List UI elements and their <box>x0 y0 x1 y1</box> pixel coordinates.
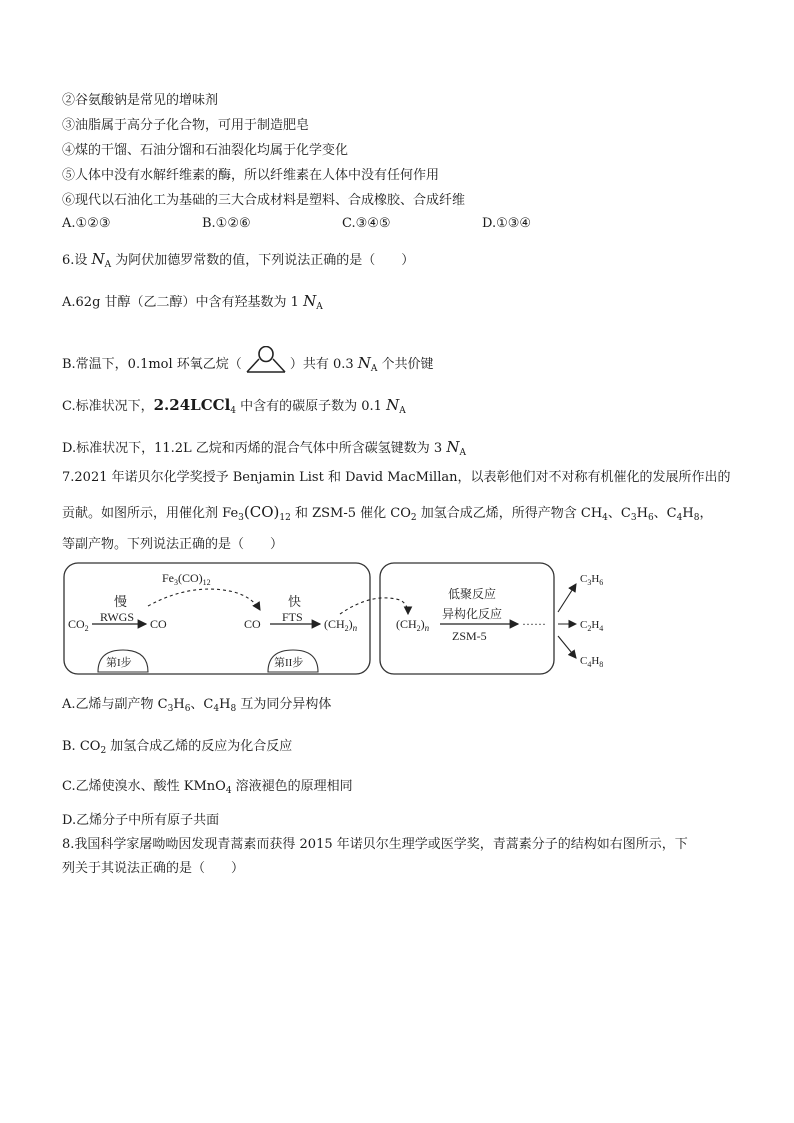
fast-label: 快 <box>288 594 302 609</box>
q5-option-d[interactable]: D.①③④ <box>482 216 532 231</box>
epoxide-structure <box>242 346 290 376</box>
isomerization-label: 异构化反应 <box>442 607 503 621</box>
fts-label: FTS <box>282 610 303 624</box>
q7-stem-line3: 等副产物。下列说法正确的是（ ） <box>62 537 284 552</box>
dots-label: ······ <box>522 617 546 631</box>
rwgs-label: RWGS <box>100 610 135 624</box>
q7-option-a[interactable]: A.乙烯与副产物 $C_3H_6$、$C_4H_8$ 互为同分异构体 <box>62 697 332 714</box>
ch2n-label-2: $(CH_2)_n$ <box>396 617 430 633</box>
q7-option-b[interactable]: B. $CO_2$ 加氢合成乙烯的反应为化合反应 <box>62 739 293 756</box>
q6-option-a[interactable]: A.62g 甘醇（乙二醇）中含有羟基数为 1 $N_A$ <box>62 292 323 312</box>
slow-label: 慢 <box>114 594 128 609</box>
q6-stem: 6.设 $N_A$ 为阿伏加德罗常数的值，下列说法正确的是（ ） <box>62 250 415 270</box>
q5-option-c[interactable]: C.③④⑤ <box>342 216 391 231</box>
statement-3: ③油脂属于高分子化合物，可用于制造肥皂 <box>62 118 310 133</box>
product-c2h4: $C_2H_4$ <box>580 619 604 633</box>
q5-options <box>62 216 582 234</box>
arrow-product-1 <box>558 584 576 612</box>
dashed-arrow-1 <box>148 589 260 610</box>
co-label-2: CO <box>244 617 261 631</box>
q5-option-b[interactable]: B.①②⑥ <box>202 216 251 231</box>
product-c3h6: $C_3H_6$ <box>580 573 604 587</box>
q6-option-c[interactable]: C.标准状况下，2.24LCCl$_4$ 中含有的碳原子数为 0.1 $N_A$ <box>62 396 406 416</box>
dashed-arrow-2 <box>340 598 408 614</box>
q5-option-a[interactable]: A.①②③ <box>62 216 111 231</box>
statement-2: ②谷氨酸钠是常见的增味剂 <box>62 93 219 108</box>
catalyst-label: $Fe_3(CO)_{12}$ <box>162 571 211 587</box>
statement-4: ④煤的干馏、石油分馏和石油裂化均属于化学变化 <box>62 143 349 158</box>
q6-option-b[interactable]: B.常温下，0.1mol 环氧乙烷（ ）共有 0.3 $N_A$ 个共价键 <box>62 346 434 378</box>
q6-option-d[interactable]: D.标准状况下，11.2L 乙烷和丙烯的混合气体中所含碳氢键数为 3 $N_A$ <box>62 438 466 458</box>
q8-stem-line2: 列关于其说法正确的是（ ） <box>62 861 245 876</box>
step2-label: 第II步 <box>274 657 304 669</box>
arrow-product-3 <box>558 636 576 658</box>
q7-option-d[interactable]: D.乙烯分子中所有原子共面 <box>62 813 220 828</box>
statement-6: ⑥现代以石油化工为基础的三大合成材料是塑料、合成橡胶、合成纤维 <box>62 193 466 208</box>
product-c4h8: $C_4H_8$ <box>580 655 604 669</box>
q7-stem-line1: 7.2021 年诺贝尔化学奖授予 Benjamin List 和 David MacMillan，以表彰他们对不对称有机催化的发展所作出的 <box>62 470 731 485</box>
co-label-1: CO <box>150 617 167 631</box>
q8-stem-line1: 8.我国科学家屠呦呦因发现青蒿素而获得 2015 年诺贝尔生理学或医学奖，青蒿素分子的结构如右图所示，下 <box>62 837 688 852</box>
zsm-label: ZSM-5 <box>452 629 487 643</box>
ch2n-label-1: $(CH_2)_n$ <box>324 617 358 633</box>
statement-5: ⑤人体中没有水解纤维素的酶，所以纤维素在人体中没有任何作用 <box>62 168 440 183</box>
q7-stem-line2: 贡献。如图所示，用催化剂 $Fe_3(CO)_{12}$ 和 ZSM-5 催化 $CO_2$ 加氢合成乙烯，所得产物含 $CH_4$、$C_3H_6$、$C_4H_8$， <box>62 503 713 523</box>
step1-label: 第I步 <box>106 657 132 669</box>
oligomerization-label: 低聚反应 <box>448 587 497 601</box>
co2-label: $CO_2$ <box>68 617 89 633</box>
catalysis-diagram <box>62 562 610 676</box>
q7-option-c[interactable]: C.乙烯使溴水、酸性 KMnO$_4$ 溶液褪色的原理相同 <box>62 779 353 796</box>
